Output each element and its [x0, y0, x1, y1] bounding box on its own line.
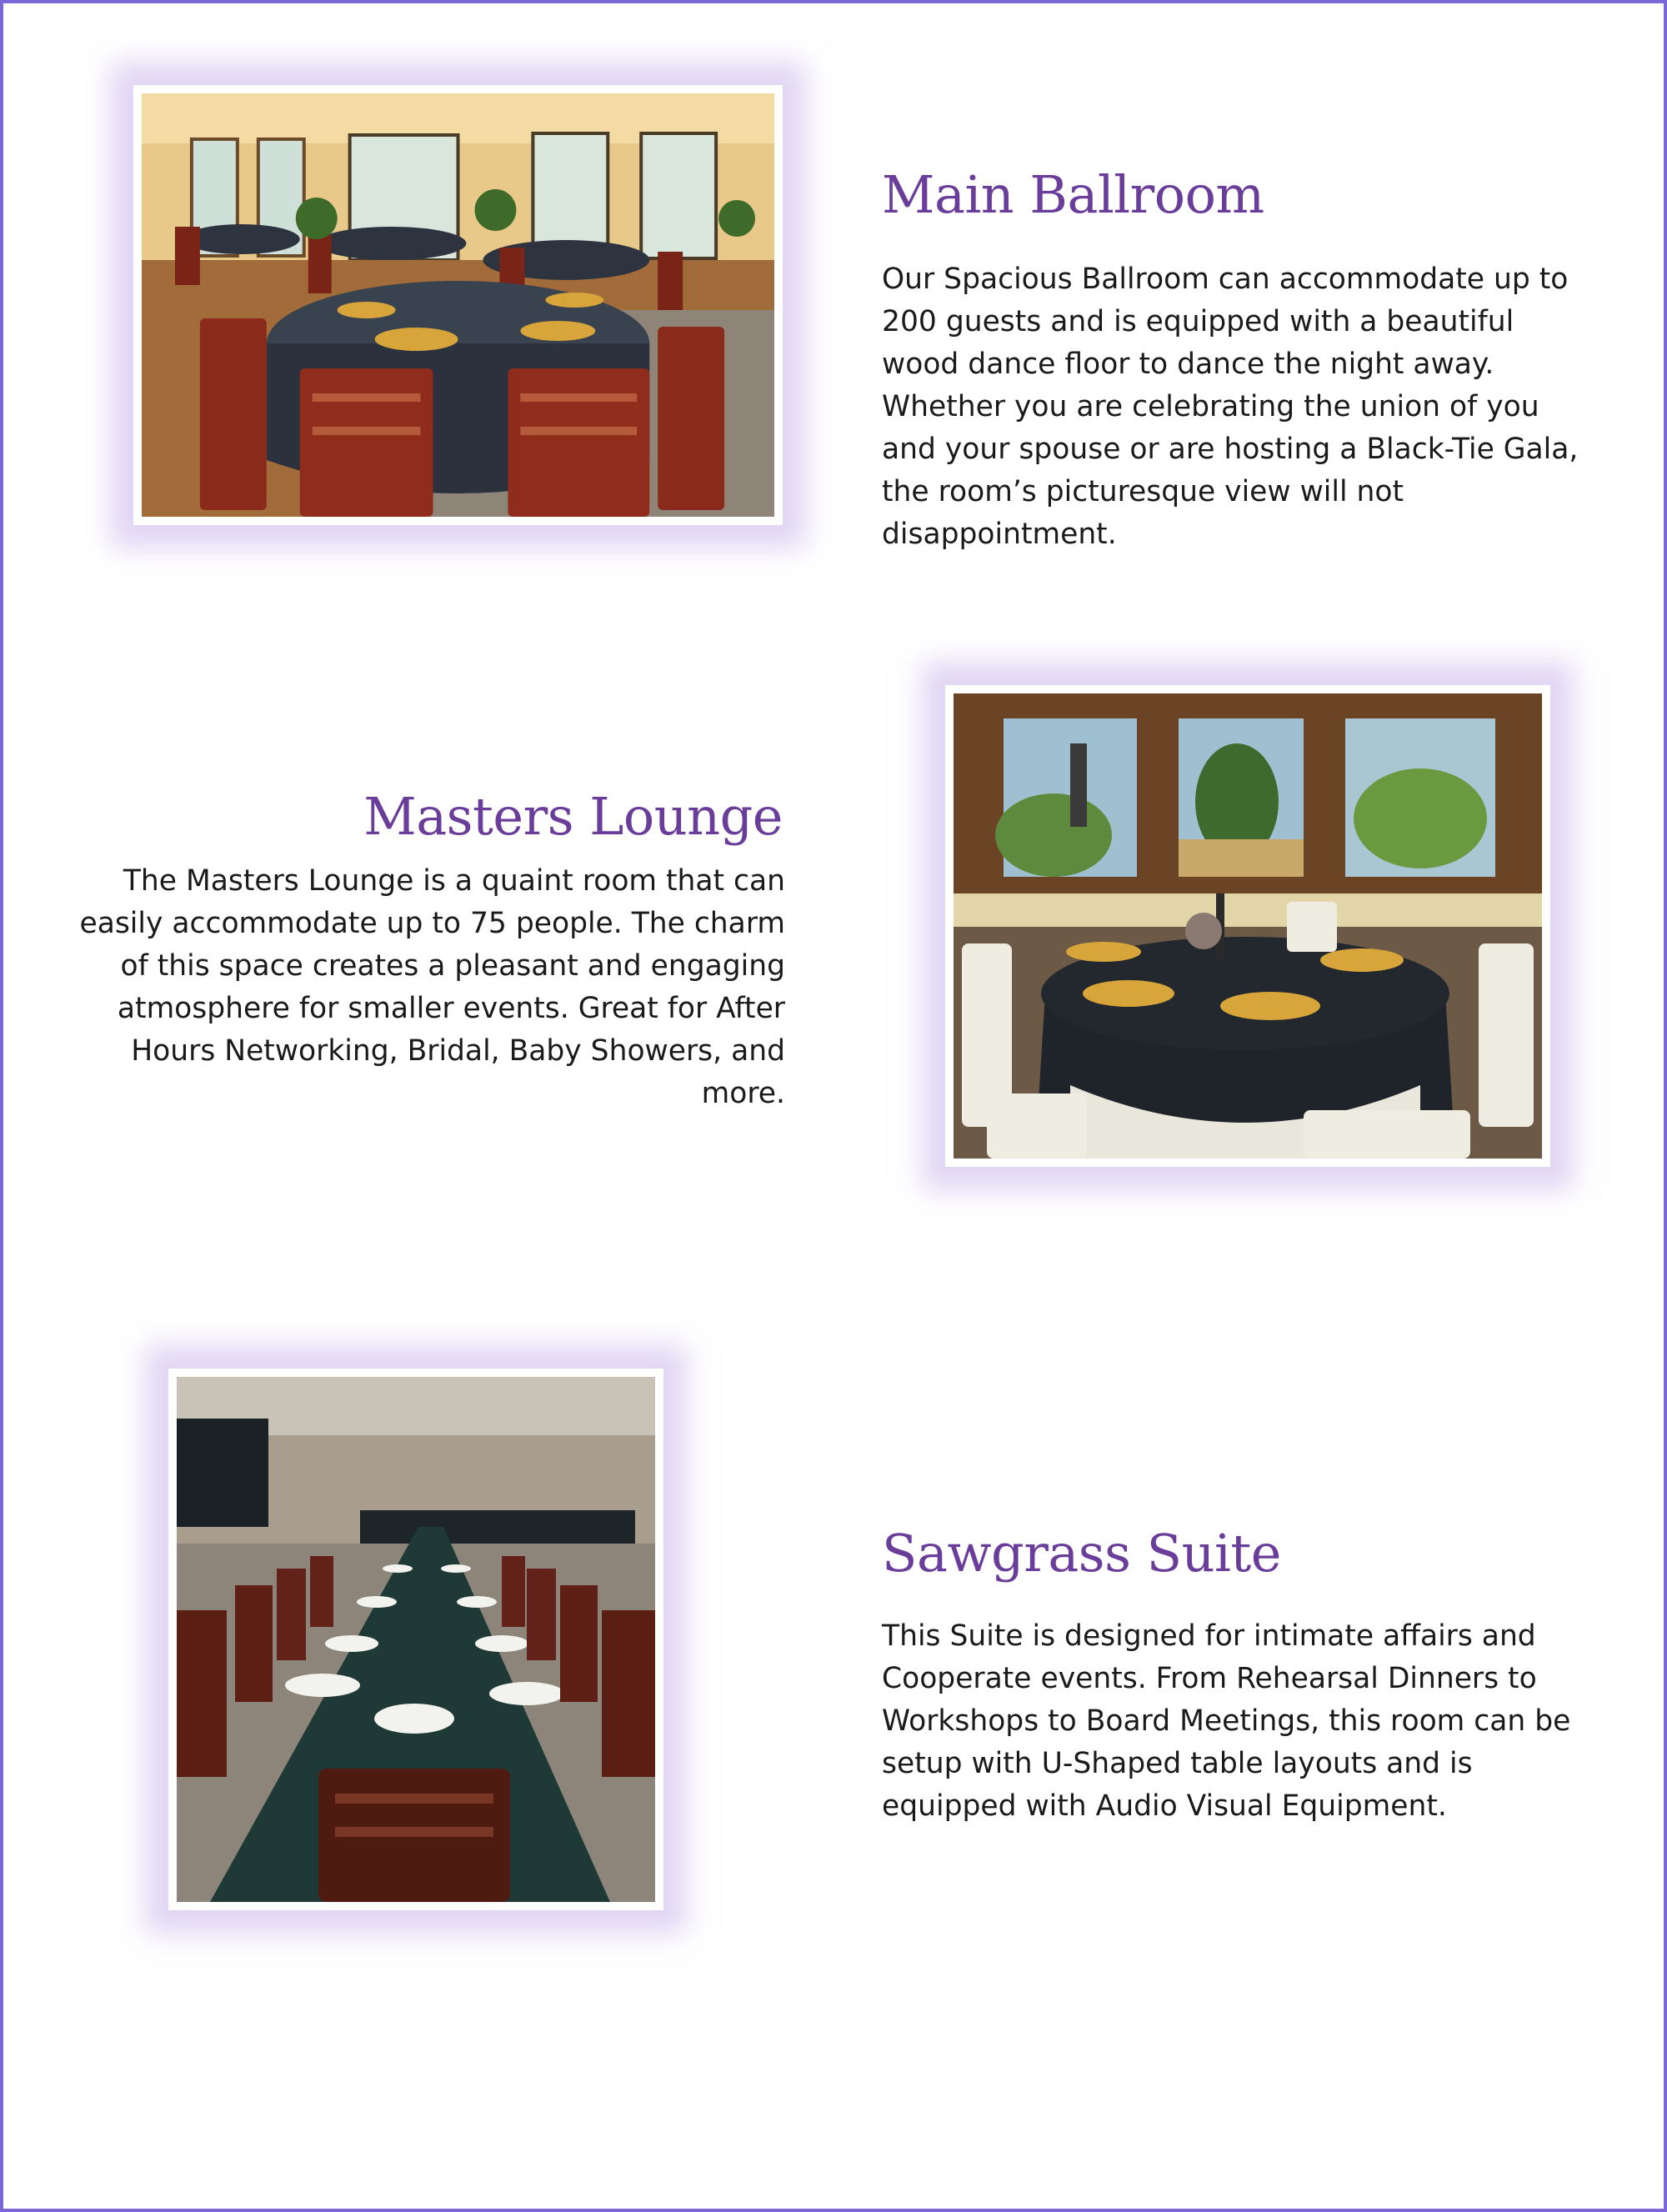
main-ballroom-title: Main Ballroom: [882, 164, 1264, 225]
masters-lounge-title: Masters Lounge: [363, 786, 783, 847]
main-ballroom-photo-frame: [133, 85, 783, 525]
masters-lounge-description: The Masters Lounge is a quaint room that can easily accommodate up to 75 people. The charm of this space creates a pleasant and engaging atmosphere for smaller events. Great for After Hours Networking, Bridal, Baby Showers, and more.: [79, 864, 785, 1110]
masters-lounge-photo: [954, 693, 1542, 1159]
sawgrass-suite-photo-frame: [168, 1369, 663, 1910]
masters-lounge-photo-frame: [945, 685, 1550, 1167]
sawgrass-suite-title: Sawgrass Suite: [882, 1523, 1281, 1584]
sawgrass-suite-description: This Suite is designed for intimate affairs and Cooperate events. From Rehearsal Dinners to Workshops to Board Meetings, this room can be setup with U-Shaped table layouts and is equipped with Audio Visual Equipment.: [882, 1619, 1571, 1823]
main-ballroom-photo: [142, 93, 774, 517]
main-ballroom-description: Our Spacious Ballroom can accommodate up to 200 guests and is equipped with a beautiful wood dance floor to dance the night away. Whether you are celebrating the union of you and your spouse or are hosting a Black-Tie Gala, the room’s picturesque view will not disappointment.: [882, 263, 1579, 551]
sawgrass-suite-photo: [177, 1377, 655, 1902]
